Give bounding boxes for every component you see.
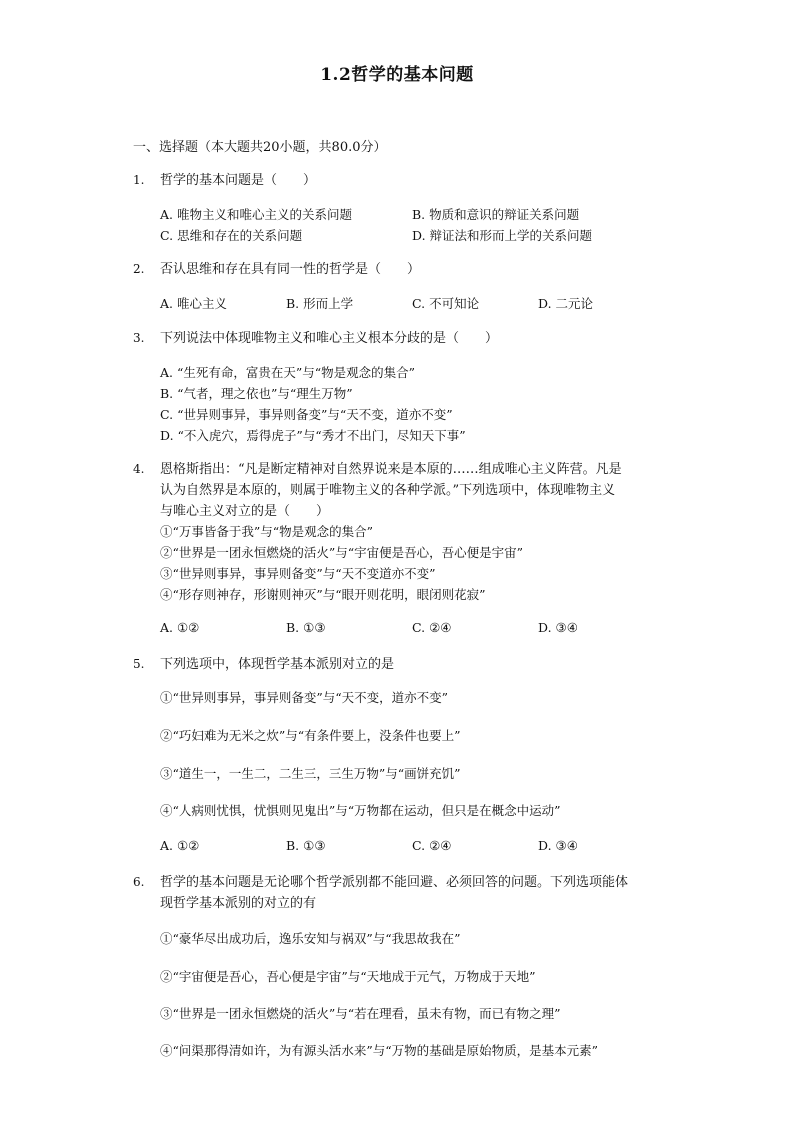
question-text-line: 恩格斯指出：“凡是断定精神对自然界说来是本原的……组成唯心主义阵营。凡是 [160, 462, 622, 477]
question-1 [133, 170, 673, 191]
question-text-line: 哲学的基本问题是无论哪个哲学派别都不能回避、必须回答的问题。下列选项能体 [160, 875, 629, 890]
question-number: 4. [133, 462, 145, 476]
option-c: C. “世异则事异，事异则备变”与“天不变，道亦不变” [160, 407, 453, 422]
option-c: C. ②④ [412, 620, 452, 635]
statement-item: ③“世异则事异，事异则备变”与“天不变道亦不变” [160, 566, 436, 581]
option-c: C. 思维和存在的关系问题 [160, 228, 303, 243]
question-number: 1. [133, 173, 145, 187]
question-text-line: 现哲学基本派别的对立的有 [160, 896, 317, 911]
question-number: 3. [133, 331, 145, 345]
option-c: C. 不可知论 [412, 296, 480, 311]
question-number: 5. [133, 657, 145, 671]
option-b: B. “气者，理之依也”与“理生万物” [160, 386, 353, 401]
question-text-line: 认为自然界是本原的，则属于唯物主义的各种学派。”下列选项中，体现唯物主义 [160, 483, 616, 498]
option-d: D. ③④ [538, 838, 578, 853]
page-title: 1.2哲学的基本问题 [320, 65, 474, 85]
option-a: A. ①② [160, 620, 200, 635]
option-d: D. 二元论 [538, 296, 594, 311]
statement-item: ②“宇宙便是吾心，吾心便是宇宙”与“天地成于元气，万物成于天地” [160, 969, 536, 984]
option-a: A. “生死有命，富贵在天”与“物是观念的集合” [160, 365, 416, 380]
statement-item: ②“巧妇难为无米之炊”与“有条件要上，没条件也要上” [160, 728, 461, 743]
question-5 [133, 654, 673, 675]
question-text: 否认思维和存在具有同一性的哲学是（ ） [160, 262, 421, 277]
statement-item: ①“豪华尽出成功后，逸乐安知与祸双”与“我思故我在” [160, 931, 461, 946]
statement-item: ③“世界是一团永恒燃烧的活火”与“若在理看，虽未有物，而已有物之理” [160, 1006, 561, 1021]
option-b: B. 形而上学 [286, 296, 354, 311]
statement-item: ①“万事皆备于我”与“物是观念的集合” [160, 524, 374, 539]
option-b: B. 物质和意识的辩证关系问题 [412, 207, 580, 222]
question-text-line: 与唯心主义对立的是（ ） [160, 504, 330, 519]
question-text: 哲学的基本问题是（ ） [160, 173, 317, 188]
question-number: 2. [133, 262, 145, 276]
section-header: 一、选择题（本大题共20小题，共80.0分） [133, 140, 387, 155]
option-a: A. ①② [160, 838, 200, 853]
question-number: 6. [133, 875, 145, 889]
statement-item: ④“形存则神存，形谢则神灭”与“眼开则花明，眼闭则花寂” [160, 587, 486, 602]
option-d: D. ③④ [538, 620, 578, 635]
option-d: D. “不入虎穴，焉得虎子”与“秀才不出门，尽知天下事” [160, 428, 466, 443]
option-a: A. 唯物主义和唯心主义的关系问题 [160, 207, 352, 222]
statement-item: ④“人病则忧惧，忧惧则见鬼出”与“万物都在运动，但只是在概念中运动” [160, 803, 561, 818]
statement-item: ②“世界是一团永恒燃烧的活火”与“宇宙便是吾心，吾心便是宇宙” [160, 545, 524, 560]
question-4 [133, 459, 673, 522]
option-d: D. 辩证法和形而上学的关系问题 [412, 228, 593, 243]
question-6 [133, 872, 673, 914]
option-c: C. ②④ [412, 838, 452, 853]
question-3 [133, 328, 673, 349]
statement-item: ④“问渠那得清如许，为有源头活水来”与“万物的基础是原始物质，是基本元素” [160, 1043, 599, 1058]
option-b: B. ①③ [286, 620, 326, 635]
statement-item: ①“世异则事异，事异则备变”与“天不变，道亦不变” [160, 690, 449, 705]
question-text: 下列说法中体现唯物主义和唯心主义根本分歧的是（ ） [160, 331, 499, 346]
option-b: B. ①③ [286, 838, 326, 853]
question-2 [133, 259, 673, 280]
option-a: A. 唯心主义 [160, 296, 227, 311]
statement-item: ③“道生一，一生二，二生三，三生万物”与“画饼充饥” [160, 766, 461, 781]
question-text: 下列选项中，体现哲学基本派别对立的是 [160, 657, 395, 672]
